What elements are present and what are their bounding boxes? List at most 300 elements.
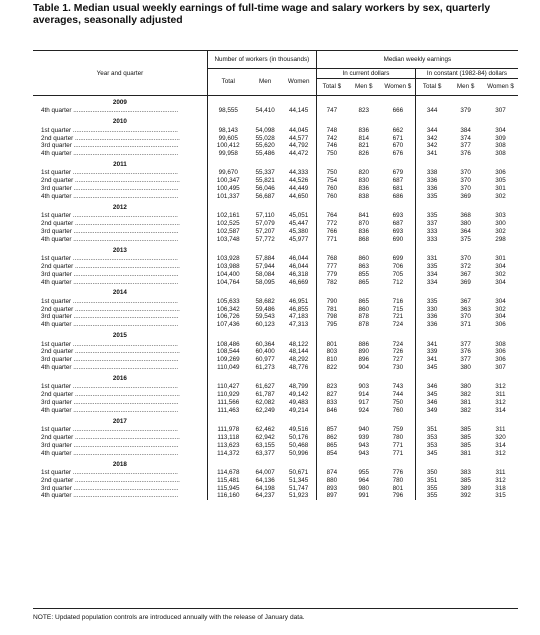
table-cell: 846 bbox=[316, 407, 347, 415]
table-row bbox=[33, 271, 518, 279]
table-cell: 64,007 bbox=[255, 468, 275, 476]
table-cell: 370 bbox=[460, 177, 471, 185]
quarter-label: 2nd quarter ............................................................ bbox=[41, 134, 180, 142]
table-cell: 45,447 bbox=[289, 220, 309, 228]
table-cell: 44,577 bbox=[289, 134, 309, 142]
table-row bbox=[33, 434, 518, 442]
table-cell: 964 bbox=[358, 476, 369, 484]
table-cell: 836 bbox=[358, 185, 369, 193]
table-cell: 385 bbox=[460, 476, 471, 484]
table-cell: 924 bbox=[358, 406, 369, 414]
table-cell: 335 bbox=[416, 263, 449, 271]
table-cell: 64,198 bbox=[255, 484, 275, 492]
table-row bbox=[33, 348, 518, 356]
table-cell: 46,855 bbox=[289, 305, 309, 313]
table-cell: 878 bbox=[358, 313, 369, 321]
table-row bbox=[33, 228, 518, 236]
quarter-label: 1st quarter ............................................................ bbox=[41, 340, 178, 348]
quarter-label: 3rd quarter ............................................................ bbox=[41, 185, 179, 193]
table-cell: 103,928 bbox=[207, 255, 248, 263]
table-cell: 335 bbox=[416, 298, 449, 306]
table-row bbox=[33, 135, 518, 143]
table-cell: 355 bbox=[416, 485, 449, 493]
table-cell: 106,342 bbox=[207, 306, 248, 314]
table-cell: 380 bbox=[460, 383, 471, 391]
table-cell: 100,412 bbox=[207, 142, 248, 150]
table-cell: 60,977 bbox=[255, 356, 275, 364]
quarter-label: 1st quarter ............................................................ bbox=[41, 426, 178, 434]
table-cell: 345 bbox=[416, 391, 449, 399]
quarter-label: 4th quarter ............................................................ bbox=[41, 449, 179, 457]
table-cell: 369 bbox=[460, 278, 471, 286]
table-cell: 98,143 bbox=[207, 127, 248, 135]
table-cell: 308 bbox=[495, 340, 506, 348]
quarter-label: 2nd quarter ............................................................ bbox=[41, 391, 180, 399]
quarter-label: 3rd quarter ............................................................ bbox=[41, 270, 179, 278]
quarter-label: 2nd quarter ............................................................ bbox=[41, 348, 180, 356]
table-cell: 304 bbox=[495, 313, 506, 321]
table-cell: 312 bbox=[495, 449, 506, 457]
workers-women-header: Women bbox=[287, 78, 310, 86]
table-cell: 830 bbox=[358, 177, 369, 185]
table-cell: 712 bbox=[392, 278, 404, 286]
table-cell: 350 bbox=[416, 469, 449, 477]
table-cell: 790 bbox=[316, 298, 347, 306]
constant-total-header: Total $ bbox=[416, 78, 449, 95]
table-cell: 363 bbox=[460, 305, 471, 313]
table-cell: 318 bbox=[495, 484, 506, 492]
table-cell: 353 bbox=[416, 434, 449, 442]
table-cell: 312 bbox=[495, 399, 506, 407]
table-cell: 841 bbox=[358, 212, 369, 220]
table-cell: 346 bbox=[416, 399, 449, 407]
table-cell: 679 bbox=[392, 169, 404, 177]
table-cell: 346 bbox=[416, 383, 449, 391]
table-cell: 58,682 bbox=[255, 297, 275, 305]
table-cell: 748 bbox=[316, 127, 347, 135]
table-cell: 61,787 bbox=[255, 391, 275, 399]
table-cell: 50,176 bbox=[289, 433, 309, 441]
table-cell: 826 bbox=[358, 150, 369, 158]
table-cell: 59,543 bbox=[255, 313, 275, 321]
table-cell: 821 bbox=[358, 142, 369, 150]
table-cell: 58,084 bbox=[255, 270, 275, 278]
table-cell: 860 bbox=[358, 255, 369, 262]
table-cell: 730 bbox=[392, 364, 404, 372]
table-cell: 724 bbox=[392, 321, 404, 329]
table-cell: 48,776 bbox=[289, 364, 309, 372]
table-cell: 917 bbox=[358, 399, 369, 407]
table-cell: 367 bbox=[460, 270, 471, 278]
table-row bbox=[33, 442, 518, 450]
table-cell: 51,345 bbox=[289, 476, 309, 484]
table-cell: 312 bbox=[495, 476, 506, 484]
table-cell: 344 bbox=[416, 127, 449, 135]
year-row bbox=[33, 332, 518, 340]
table-cell: 62,942 bbox=[255, 433, 275, 441]
table-cell: 687 bbox=[392, 177, 404, 185]
current-total-header: Total $ bbox=[316, 78, 347, 95]
table-cell: 727 bbox=[392, 356, 404, 364]
table-cell: 46,044 bbox=[289, 255, 309, 262]
table-cell: 57,079 bbox=[255, 220, 275, 228]
table-cell: 392 bbox=[460, 492, 471, 500]
table-cell: 51,923 bbox=[289, 492, 309, 500]
table-cell: 311 bbox=[495, 426, 506, 434]
table-cell: 311 bbox=[495, 468, 506, 476]
table-cell: 380 bbox=[460, 364, 471, 372]
table-cell: 115,945 bbox=[207, 485, 248, 493]
table-row bbox=[33, 364, 518, 372]
quarter-label: 1st quarter ............................................................ bbox=[41, 255, 178, 262]
table-cell: 868 bbox=[358, 235, 369, 243]
table-cell: 116,160 bbox=[207, 492, 248, 500]
table-cell: 854 bbox=[316, 450, 347, 458]
table-cell: 764 bbox=[316, 212, 347, 220]
table-row bbox=[33, 236, 518, 244]
table-cell: 771 bbox=[392, 441, 404, 449]
table-cell: 315 bbox=[495, 492, 506, 500]
table-cell: 108,486 bbox=[207, 341, 248, 349]
table-cell: 860 bbox=[358, 305, 369, 313]
table-cell: 304 bbox=[495, 278, 506, 286]
table-cell: 705 bbox=[392, 270, 404, 278]
table-cell: 62,249 bbox=[255, 406, 275, 414]
table-cell: 776 bbox=[392, 468, 404, 476]
year-label: 2017 bbox=[112, 417, 127, 425]
table-cell: 385 bbox=[460, 433, 471, 441]
table-cell: 308 bbox=[495, 150, 506, 158]
table-cell: 47,313 bbox=[289, 321, 309, 329]
table-cell: 670 bbox=[392, 142, 404, 150]
quarter-label: 4th quarter ............................................................ bbox=[41, 364, 179, 372]
table-cell: 54,098 bbox=[255, 126, 275, 134]
table-cell: 801 bbox=[392, 484, 404, 492]
table-cell: 307 bbox=[495, 107, 506, 115]
table-cell: 855 bbox=[358, 270, 369, 278]
table-cell: 109,269 bbox=[207, 356, 248, 364]
current-dollars-header: In current dollars bbox=[316, 68, 415, 78]
table-cell: 49,483 bbox=[289, 399, 309, 407]
table-cell: 760 bbox=[316, 193, 347, 201]
table-cell: 49,214 bbox=[289, 406, 309, 414]
quarter-label: 4th quarter ............................................................ bbox=[41, 235, 179, 243]
table-cell: 345 bbox=[416, 450, 449, 458]
table-cell: 314 bbox=[495, 441, 506, 449]
table-cell: 314 bbox=[495, 406, 506, 414]
table-row bbox=[33, 298, 518, 306]
quarter-label: 2nd quarter ............................................................ bbox=[41, 476, 180, 484]
table-cell: 377 bbox=[460, 356, 471, 364]
table-cell: 48,144 bbox=[289, 348, 309, 356]
quarter-label: 3rd quarter ............................................................ bbox=[41, 313, 179, 321]
table-cell: 810 bbox=[316, 356, 347, 364]
table-cell: 336 bbox=[416, 177, 449, 185]
table-cell: 750 bbox=[316, 150, 347, 158]
quarter-label: 2nd quarter ............................................................ bbox=[41, 433, 180, 441]
table-cell: 303 bbox=[495, 212, 506, 220]
table-cell: 62,082 bbox=[255, 399, 275, 407]
table-cell: 99,958 bbox=[207, 150, 248, 158]
table-cell: 98,555 bbox=[207, 107, 248, 115]
quarter-label: 2nd quarter ............................................................ bbox=[41, 220, 180, 228]
table-cell: 342 bbox=[416, 135, 449, 143]
table-cell: 341 bbox=[416, 150, 449, 158]
table-cell: 337 bbox=[416, 220, 449, 228]
table-cell: 114,678 bbox=[207, 469, 248, 477]
table-cell: 893 bbox=[316, 485, 347, 493]
table-cell: 103,748 bbox=[207, 236, 248, 244]
table-cell: 690 bbox=[392, 235, 404, 243]
table-cell: 750 bbox=[392, 399, 404, 407]
table-cell: 798 bbox=[316, 313, 347, 321]
table-cell: 345 bbox=[416, 364, 449, 372]
table-cell: 377 bbox=[460, 340, 471, 348]
table-cell: 64,136 bbox=[255, 476, 275, 484]
table-row bbox=[33, 356, 518, 364]
table-cell: 304 bbox=[495, 262, 506, 270]
workers-total-header: Total bbox=[207, 68, 248, 95]
table-cell: 100,495 bbox=[207, 185, 248, 193]
table-row bbox=[33, 306, 518, 314]
table-cell: 55,028 bbox=[255, 134, 275, 142]
table-cell: 779 bbox=[316, 271, 347, 279]
table-row bbox=[33, 485, 518, 493]
table-cell: 336 bbox=[416, 185, 449, 193]
table-cell: 102,525 bbox=[207, 220, 248, 228]
table-cell: 57,207 bbox=[255, 227, 275, 235]
table-cell: 344 bbox=[416, 107, 449, 115]
table-cell: 780 bbox=[392, 476, 404, 484]
table-cell: 374 bbox=[460, 134, 471, 142]
quarter-label: 3rd quarter ............................................................ bbox=[41, 441, 179, 449]
table-cell: 706 bbox=[392, 262, 404, 270]
table-cell: 940 bbox=[358, 426, 369, 434]
earnings-table bbox=[33, 51, 518, 500]
table-row bbox=[33, 193, 518, 201]
table-cell: 766 bbox=[316, 228, 347, 236]
table-cell: 50,468 bbox=[289, 441, 309, 449]
table-cell: 364 bbox=[460, 227, 471, 235]
table-row bbox=[33, 212, 518, 220]
table-header bbox=[33, 51, 518, 96]
table-row bbox=[33, 383, 518, 391]
constant-women-header: Women $ bbox=[487, 83, 514, 91]
year-row bbox=[33, 118, 518, 126]
quarter-label: 4th quarter ............................................................ bbox=[41, 492, 179, 500]
quarter-label: 2nd quarter ............................................................ bbox=[41, 305, 180, 313]
year-quarter-header: Year and quarter bbox=[96, 69, 144, 77]
table-cell: 302 bbox=[495, 227, 506, 235]
year-row bbox=[33, 375, 518, 383]
table-cell: 45,051 bbox=[289, 212, 309, 220]
table-cell: 381 bbox=[460, 399, 471, 407]
table-cell: 46,318 bbox=[289, 270, 309, 278]
table-cell: 384 bbox=[460, 126, 471, 134]
table-cell: 355 bbox=[416, 492, 449, 500]
table-cell: 878 bbox=[358, 321, 369, 329]
table-cell: 63,377 bbox=[255, 449, 275, 457]
table-cell: 44,472 bbox=[289, 150, 309, 158]
table-cell: 865 bbox=[316, 442, 347, 450]
table-cell: 681 bbox=[392, 185, 404, 193]
table-cell: 51,747 bbox=[289, 484, 309, 492]
table-row bbox=[33, 426, 518, 434]
table-row bbox=[33, 321, 518, 329]
table-cell: 771 bbox=[392, 449, 404, 457]
table-cell: 880 bbox=[316, 477, 347, 485]
table-cell: 771 bbox=[316, 236, 347, 244]
table-cell: 370 bbox=[460, 185, 471, 193]
table-cell: 104,764 bbox=[207, 279, 248, 287]
table-row bbox=[33, 407, 518, 415]
table-cell: 56,687 bbox=[255, 192, 275, 200]
table-cell: 49,516 bbox=[289, 426, 309, 434]
table-cell: 342 bbox=[416, 142, 449, 150]
table-cell: 111,978 bbox=[207, 426, 248, 434]
table-cell: 666 bbox=[392, 107, 404, 115]
table-cell: 108,544 bbox=[207, 348, 248, 356]
quarter-label: 2nd quarter ............................................................ bbox=[41, 177, 180, 185]
quarter-label: 1st quarter ............................................................ bbox=[41, 212, 178, 220]
table-cell: 55,821 bbox=[255, 177, 275, 185]
table-cell: 99,605 bbox=[207, 135, 248, 143]
table-row bbox=[33, 391, 518, 399]
table-cell: 874 bbox=[316, 469, 347, 477]
table-cell: 886 bbox=[358, 340, 369, 348]
table-cell: 369 bbox=[460, 192, 471, 200]
table-cell: 312 bbox=[495, 383, 506, 391]
table-row bbox=[33, 185, 518, 193]
table-cell: 45,977 bbox=[289, 235, 309, 243]
table-cell: 44,045 bbox=[289, 126, 309, 134]
year-label: 2011 bbox=[113, 161, 127, 169]
table-cell: 308 bbox=[495, 142, 506, 150]
table-cell: 382 bbox=[460, 406, 471, 414]
quarter-label: 2nd quarter ............................................................ bbox=[41, 262, 180, 270]
table-cell: 780 bbox=[392, 433, 404, 441]
table-cell: 389 bbox=[460, 484, 471, 492]
year-row bbox=[33, 461, 518, 469]
table-cell: 863 bbox=[358, 262, 369, 270]
quarter-label: 4th quarter ............................................................ bbox=[41, 321, 179, 329]
table-cell: 747 bbox=[316, 107, 347, 115]
table-cell: 110,929 bbox=[207, 391, 248, 399]
table-note: NOTE: Updated population controls are introduced annually with the release of January data. bbox=[33, 614, 305, 621]
table-cell: 339 bbox=[416, 348, 449, 356]
table-cell: 686 bbox=[392, 192, 404, 200]
table-title: Table 1. Median usual weekly earnings of full-time wage and salary workers by sex, quarterly averages, seasonally adjusted bbox=[33, 3, 491, 26]
quarter-label: 4th quarter ............................................................ bbox=[41, 107, 179, 115]
table-cell: 341 bbox=[416, 356, 449, 364]
table-cell: 44,792 bbox=[289, 142, 309, 150]
table-row bbox=[33, 107, 518, 115]
table-cell: 336 bbox=[416, 321, 449, 329]
table-cell: 56,046 bbox=[255, 185, 275, 193]
table-cell: 754 bbox=[316, 177, 347, 185]
table-cell: 336 bbox=[416, 313, 449, 321]
year-row bbox=[33, 418, 518, 426]
table-row bbox=[33, 169, 518, 177]
table-cell: 760 bbox=[392, 406, 404, 414]
table-cell: 822 bbox=[316, 364, 347, 372]
table-bottom-rule bbox=[33, 608, 518, 609]
table-cell: 896 bbox=[358, 356, 369, 364]
table-cell: 370 bbox=[460, 313, 471, 321]
table-cell: 338 bbox=[416, 169, 449, 177]
quarter-label: 4th quarter ............................................................ bbox=[41, 278, 179, 286]
table-cell: 991 bbox=[358, 492, 369, 500]
table-cell: 60,123 bbox=[255, 321, 275, 329]
table-cell: 724 bbox=[392, 340, 404, 348]
table-cell: 721 bbox=[392, 313, 404, 321]
table-cell: 300 bbox=[495, 220, 506, 228]
table-cell: 333 bbox=[416, 236, 449, 244]
table-cell: 54,410 bbox=[255, 107, 275, 115]
table-cell: 904 bbox=[358, 364, 369, 372]
quarter-label: 1st quarter ............................................................ bbox=[41, 383, 178, 391]
constant-dollars-header: In constant (1982-84) dollars bbox=[416, 68, 519, 78]
quarter-label: 3rd quarter ............................................................ bbox=[41, 399, 179, 407]
year-label: 2016 bbox=[112, 374, 127, 382]
table-cell: 107,436 bbox=[207, 321, 248, 329]
table-row bbox=[33, 220, 518, 228]
constant-men-header: Men $ bbox=[456, 83, 475, 91]
table-cell: 306 bbox=[495, 348, 506, 356]
table-row bbox=[33, 477, 518, 485]
table-cell: 63,155 bbox=[255, 441, 275, 449]
table-cell: 307 bbox=[495, 364, 506, 372]
table-cell: 746 bbox=[316, 142, 347, 150]
table-row bbox=[33, 263, 518, 271]
table-cell: 304 bbox=[495, 297, 506, 305]
table-cell: 833 bbox=[316, 399, 347, 407]
quarter-label: 1st quarter ............................................................ bbox=[41, 126, 178, 134]
year-row bbox=[33, 247, 518, 255]
table-cell: 106,726 bbox=[207, 313, 248, 321]
table-cell: 676 bbox=[392, 150, 404, 158]
table-cell: 60,364 bbox=[255, 340, 275, 348]
table-body bbox=[33, 96, 518, 501]
quarter-label: 4th quarter ............................................................ bbox=[41, 150, 179, 158]
table-cell: 61,273 bbox=[255, 364, 275, 372]
year-label: 2018 bbox=[112, 460, 127, 468]
table-cell: 699 bbox=[392, 255, 404, 262]
table-cell: 367 bbox=[460, 297, 471, 305]
table-cell: 320 bbox=[495, 433, 506, 441]
table-cell: 865 bbox=[358, 278, 369, 286]
table-cell: 55,486 bbox=[255, 150, 275, 158]
table-cell: 715 bbox=[392, 305, 404, 313]
table-cell: 803 bbox=[316, 348, 347, 356]
table-cell: 46,044 bbox=[289, 262, 309, 270]
table-cell: 44,145 bbox=[289, 107, 309, 115]
table-cell: 48,122 bbox=[289, 340, 309, 348]
table-row bbox=[33, 313, 518, 321]
table-cell: 980 bbox=[358, 484, 369, 492]
table-cell: 46,951 bbox=[289, 297, 309, 305]
table-cell: 48,292 bbox=[289, 356, 309, 364]
table-cell: 103,988 bbox=[207, 263, 248, 271]
current-men-header: Men $ bbox=[354, 83, 373, 91]
table-cell: 836 bbox=[358, 227, 369, 235]
table-cell: 955 bbox=[358, 468, 369, 476]
table-cell: 768 bbox=[316, 255, 347, 263]
table-cell: 62,462 bbox=[255, 426, 275, 434]
table-cell: 372 bbox=[460, 262, 471, 270]
table-cell: 50,671 bbox=[289, 468, 309, 476]
quarter-label: 4th quarter ............................................................ bbox=[41, 192, 179, 200]
